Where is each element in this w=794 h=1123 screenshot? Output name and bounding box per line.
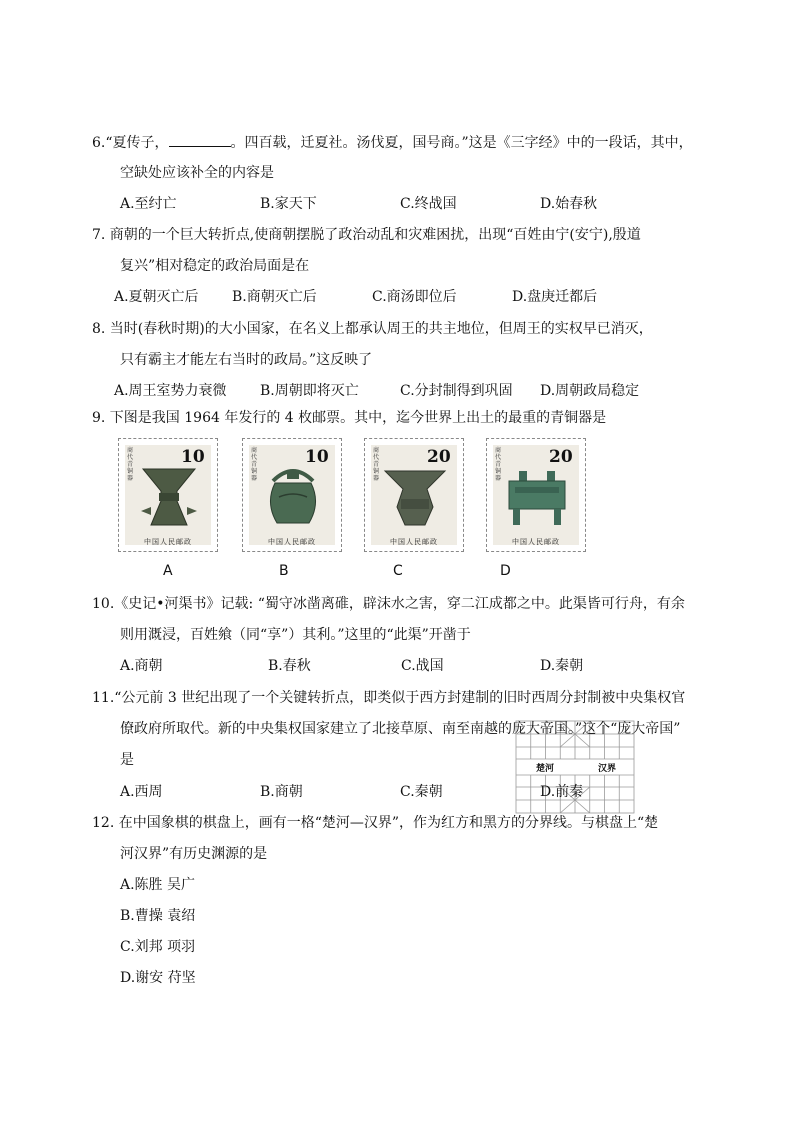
q11-line3: 是	[120, 752, 134, 768]
q12-option-c: C.刘邦 项羽	[120, 939, 196, 955]
q10-line2: 则用溉浸，百姓飨（同“享”）其利。”这里的“此渠”开凿于	[120, 627, 471, 643]
q8-option-d: D.周朝政局稳定	[540, 383, 640, 399]
q8-line1: 8. 当时(春秋时期)的大小国家，在名义上都承认周王的共主地位，但周王的实权早已消灭，	[92, 321, 653, 337]
q8-option-a: A.周王室势力衰微	[114, 383, 227, 399]
q10-line1: 10.《史记•河渠书》记载: “蜀守冰凿离碓，辟沫水之害，穿二江成都之中。此渠皆可行舟，有余	[92, 596, 685, 612]
q7-line2: 复兴”相对稳定的政治局面是在	[120, 258, 310, 274]
q6-option-d: D.始春秋	[540, 196, 598, 212]
q6-line1	[92, 133, 693, 152]
q8-option-b: B.周朝即将灭亡	[260, 383, 359, 399]
q6-option-c: C.终战国	[400, 196, 457, 212]
q10-option-c: C.战国	[401, 658, 444, 674]
stamp-c-denomination: 20	[427, 447, 451, 467]
stamp-d-denomination: 20	[549, 447, 573, 467]
stamp-a-caption: 中国人民邮政	[144, 538, 192, 546]
q12-option-b: B.曹操 袁绍	[120, 908, 196, 924]
q6-blank	[169, 133, 231, 147]
stamp-a-side-text: 商代青铜器	[127, 447, 134, 482]
bronze-ding-vessel-icon	[497, 467, 577, 529]
stamp-c-side-text: 商代青铜器	[373, 447, 380, 482]
q6-suffix: 。四百载，迁夏社。汤伐夏，国号商。”这是《三字经》中的一段话，其中，	[230, 135, 693, 151]
q6-line2: 空缺处应该补全的内容是	[120, 165, 274, 181]
stamp-c	[364, 438, 464, 552]
stamp-b	[242, 438, 342, 552]
q12-line2: 河汉界”有历史渊源的是	[120, 846, 268, 862]
stamp-label-a: A	[163, 563, 173, 579]
q7-option-d: D.盘庚迁都后	[512, 289, 598, 305]
q11-line2: 僚政府所取代。新的中央集权国家建立了北接草原、南至南越的庞大帝国。”这个“庞大帝国”	[120, 721, 681, 737]
q12-option-d: D.谢安 苻坚	[120, 970, 196, 986]
stamp-b-denomination: 10	[305, 447, 329, 467]
chess-board-right-text: 汉界	[598, 764, 617, 774]
stamp-b-side-text: 商代青铜器	[251, 447, 258, 482]
stamp-d	[486, 438, 586, 552]
bronze-gu-vessel-icon	[129, 467, 209, 529]
q11-line1: 11.“公元前 3 世纪出现了一个关键转折点，即类似于西方封建制的旧时西周分封制被中央集权官	[92, 690, 686, 706]
q7-line1: 7. 商朝的一个巨大转折点,使商朝摆脱了政治动乱和灾难困扰，出现“百姓由宁(安宁),殷道	[92, 227, 641, 243]
q7-option-c: C.商汤即位后	[372, 289, 457, 305]
stamp-b-caption: 中国人民邮政	[268, 538, 316, 546]
q7-option-a: A.夏朝灭亡后	[114, 289, 199, 305]
q11-option-a: A.西周	[120, 784, 163, 800]
q10-option-d: D.秦朝	[540, 658, 584, 674]
stamp-d-caption: 中国人民邮政	[512, 538, 560, 546]
bronze-you-vessel-icon	[253, 467, 333, 529]
q7-option-b: B.商朝灭亡后	[232, 289, 317, 305]
stamp-label-c: C	[393, 563, 403, 579]
q10-option-b: B.春秋	[268, 658, 311, 674]
stamp-a-denomination: 10	[181, 447, 205, 467]
stamp-c-caption: 中国人民邮政	[390, 538, 438, 546]
stamp-a	[118, 438, 218, 552]
q11-option-d: D.前秦	[540, 784, 584, 800]
q6-option-a: A.至纣亡	[120, 196, 177, 212]
bronze-zun-vessel-icon	[375, 467, 455, 529]
q8-option-c: C.分封制得到巩固	[400, 383, 513, 399]
q12-line1: 12. 在中国象棋的棋盘上，画有一格“楚河—汉界”，作为红方和黑方的分界线。与棋盘上“楚	[92, 815, 659, 831]
q6-prefix: 6.“夏传子，	[92, 135, 169, 151]
q8-line2: 只有霸主才能左右当时的政局。”这反映了	[120, 352, 373, 368]
q11-option-b: B.商朝	[260, 784, 303, 800]
stamp-label-b: B	[279, 563, 289, 579]
q11-option-c: C.秦朝	[400, 784, 443, 800]
q6-option-b: B.家天下	[260, 196, 317, 212]
q9-line1: 9. 下图是我国 1964 年发行的 4 枚邮票。其中，迄今世界上出土的最重的青铜器是	[92, 410, 607, 426]
chess-board-left-text: 楚河	[536, 764, 555, 774]
q12-option-a: A.陈胜 吴广	[120, 877, 196, 893]
stamp-d-side-text: 商代青铜器	[495, 447, 502, 482]
q10-option-a: A.商朝	[120, 658, 163, 674]
stamp-label-d: D	[500, 563, 511, 579]
